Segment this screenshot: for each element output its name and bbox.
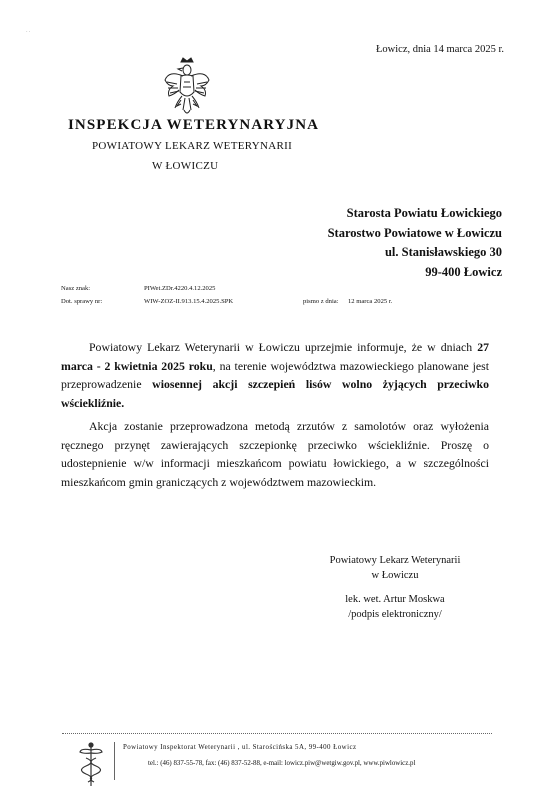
signature-title-line: Powiatowy Lekarz Weterynarii [329, 555, 461, 566]
caduceus-icon [78, 742, 104, 788]
footer-address: Powiatowy Inspektorat Weterynarii , ul. Starościńska 5A, 99-400 Łowicz [123, 744, 357, 751]
signature-title-line: w Łowiczu [371, 570, 419, 581]
ref-label: Dot. sprawy nr: [61, 298, 103, 305]
ref-value: 12 marca 2025 r. [348, 298, 393, 305]
body-paragraph-1 [61, 338, 489, 412]
addressee-line: ul. Stanisławskiego 30 [384, 245, 502, 259]
signature-note: /podpis elektroniczny/ [348, 609, 442, 620]
addressee-line: Starosta Powiatu Łowickiego [346, 206, 502, 220]
addressee-block [328, 204, 502, 282]
org-name: INSPEKCJA WETERYNARYJNA [68, 117, 320, 133]
addressee-line: Starostwo Powiatowe w Łowiczu [327, 225, 502, 240]
paragraph-text: Powiatowy Lekarz Weterynarii w Łowiczu uprzejmie informuje, że w dniach [89, 340, 478, 354]
footer-divider [62, 733, 492, 734]
paragraph-bold-action: wiosennej akcji szczepień lisów wolno żyjących przeciwko wściekliźnie. [61, 377, 490, 410]
body-paragraph-2 [61, 417, 489, 491]
ref-value: WIW-ZOZ-II.913.15.4.2025.SPK [144, 298, 234, 305]
signature-name-line: lek. wet. Artur Moskwa [345, 594, 445, 605]
addressee-line: 99-400 Łowicz [425, 264, 502, 279]
ref-label: pismo z dnia: [303, 298, 339, 305]
paragraph-text: , na terenie województwa mazowieckiego planowane jest przeprowadzenie [61, 358, 490, 391]
letter-date: Łowicz, dnia 14 marca 2025 r. [376, 44, 504, 55]
paragraph-bold-dates: 27 marca - 2 kwietnia 2025 roku [61, 340, 489, 373]
polish-eagle-emblem-icon [163, 56, 211, 118]
footer-contact: tel.: (46) 837-55-78, fax: (46) 837-52-88, e-mail: lowicz.piw@wetgiw.gov.pl, www.piwlowicz.pl [148, 760, 416, 767]
ref-value: PIWet.ZDr.4220.4.12.2025 [144, 285, 216, 292]
footer-separator [114, 742, 115, 780]
signature-title [310, 553, 480, 583]
org-subtitle: POWIATOWY LEKARZ WETERYNARII [92, 140, 293, 152]
org-location: W ŁOWICZU [152, 160, 219, 172]
paragraph-text: Akcja zostanie przeprowadzona metodą zrzutów z samolotów oraz wyłożenia ręcznego przynęt zawierających szczepionkę przeciwko wściekliźnie. Proszę o udostepnienie w/w informacji mieszkańcom powiatu łowickiego, a w szczególności mieszkańcom gmin graniczących z województwem mazowieckim. [61, 419, 489, 489]
ref-label: Nasz znak: [61, 285, 91, 292]
scan-mark: · · [26, 30, 31, 35]
signature-name [310, 592, 480, 622]
